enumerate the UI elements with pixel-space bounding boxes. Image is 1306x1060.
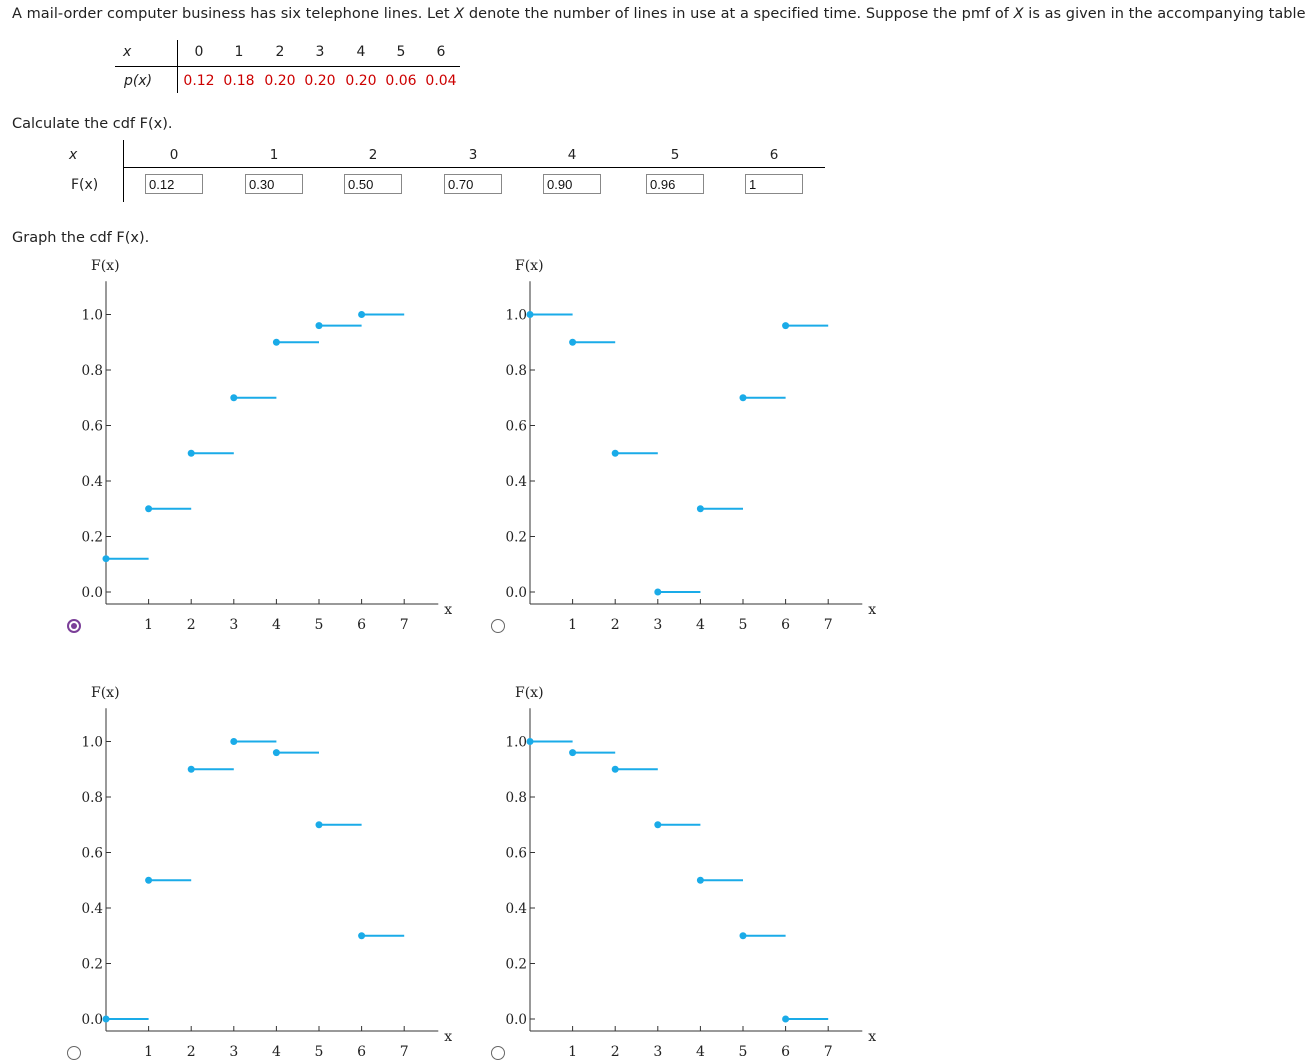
- y-tick-label: 0.4: [81, 474, 103, 490]
- x-tick-label: 2: [610, 617, 620, 633]
- cdf-answer-field[interactable]: 0.12: [145, 174, 203, 194]
- x-tick-label: 3: [653, 617, 663, 633]
- cdf-answer-field[interactable]: 0.96: [646, 174, 704, 194]
- intro-var-x: X: [1013, 6, 1024, 22]
- pmf-x-value: 4: [356, 44, 366, 60]
- x-tick-label: 7: [823, 617, 833, 633]
- problem-statement: [12, 6, 1306, 22]
- x-axis-label: x: [868, 1029, 877, 1045]
- y-tick-label: 0.0: [505, 585, 527, 601]
- cdf-step-point: [612, 450, 619, 457]
- x-tick-label: 4: [695, 1044, 705, 1060]
- cdf-step-point: [782, 322, 789, 329]
- y-tick-label: 0.4: [505, 474, 527, 490]
- cdf-step-point: [527, 311, 534, 318]
- y-tick-label: 0.0: [505, 1012, 527, 1028]
- cdf-step-point: [612, 766, 619, 773]
- cdf-step-point: [230, 738, 237, 745]
- x-axis-label: x: [444, 602, 453, 618]
- y-tick-label: 0.4: [505, 901, 527, 917]
- x-tick-label: 7: [399, 617, 409, 633]
- x-tick-label: 6: [781, 617, 791, 633]
- y-axis-label: F(x): [515, 258, 544, 274]
- pmf-x-value: 1: [234, 44, 244, 60]
- y-tick-label: 0.4: [81, 901, 103, 917]
- y-axis-label: F(x): [91, 685, 120, 701]
- x-tick-label: 1: [144, 617, 154, 633]
- pmf-p-value: 0.12: [183, 73, 215, 89]
- cdf-answer-field[interactable]: 0.50: [344, 174, 402, 194]
- cdf-step-point: [273, 339, 280, 346]
- y-tick-label: 0.8: [81, 790, 103, 806]
- cdf-step-point: [654, 821, 661, 828]
- x-tick-label: 3: [229, 1044, 239, 1060]
- pmf-p-label-text: p(x): [124, 73, 153, 89]
- cdf-f-label: F(x): [71, 177, 99, 193]
- cdf-prompt: Calculate the cdf F(x).: [12, 116, 173, 132]
- graph-option-radio-1[interactable]: [67, 619, 81, 633]
- cdf-step-point: [697, 877, 704, 884]
- cdf-x-value: 1: [269, 147, 279, 163]
- y-tick-label: 0.0: [81, 585, 103, 601]
- y-axis-label: F(x): [91, 258, 120, 274]
- cdf-x-value: 0: [169, 147, 179, 163]
- x-tick-label: 3: [229, 617, 239, 633]
- y-tick-label: 0.0: [81, 1012, 103, 1028]
- y-tick-label: 0.6: [81, 845, 103, 862]
- x-tick-label: 4: [271, 617, 281, 633]
- y-tick-label: 0.6: [505, 418, 527, 435]
- cdf-step-point: [103, 1016, 110, 1023]
- cdf-x-value: 5: [670, 147, 680, 163]
- y-axis-label: F(x): [515, 685, 544, 701]
- cdf-step-point: [103, 555, 110, 562]
- cdf-step-point: [697, 505, 704, 512]
- y-tick-label: 0.2: [505, 529, 527, 546]
- y-tick-label: 1.0: [81, 734, 103, 751]
- x-tick-label: 4: [695, 617, 705, 633]
- x-tick-label: 5: [314, 1044, 324, 1060]
- pmf-p-value: 0.06: [385, 73, 417, 89]
- x-tick-label: 5: [314, 617, 324, 633]
- cdf-step-point: [145, 877, 152, 884]
- x-tick-label: 2: [186, 1044, 196, 1060]
- x-tick-label: 7: [823, 1044, 833, 1060]
- y-tick-label: 0.2: [81, 956, 103, 973]
- graph-option-radio-3[interactable]: [67, 1046, 81, 1060]
- cdf-step-point: [358, 311, 365, 318]
- cdf-x-value: 3: [468, 147, 478, 163]
- pmf-x-label: x: [123, 44, 132, 60]
- cdf-step-point: [740, 932, 747, 939]
- cdf-step-point: [654, 589, 661, 596]
- cdf-step-point: [145, 505, 152, 512]
- y-tick-label: 0.2: [505, 956, 527, 973]
- cdf-divider-horizontal: [123, 167, 825, 168]
- graph-option-radio-4[interactable]: [491, 1046, 505, 1060]
- pmf-x-value: 3: [315, 44, 325, 60]
- cdf-step-point: [569, 749, 576, 756]
- cdf-step-point: [782, 1016, 789, 1023]
- cdf-divider-vertical: [123, 140, 124, 202]
- cdf-x-value: 2: [368, 147, 378, 163]
- y-tick-label: 0.2: [81, 529, 103, 546]
- intro-text-3: is as given in the accompanying table: [1023, 6, 1306, 22]
- x-tick-label: 1: [568, 617, 578, 633]
- x-tick-label: 1: [144, 1044, 154, 1060]
- cdf-step-point: [316, 322, 323, 329]
- y-tick-label: 0.6: [505, 845, 527, 862]
- cdf-step-point: [740, 394, 747, 401]
- cdf-x-label: x: [69, 147, 78, 163]
- cdf-step-point: [188, 766, 195, 773]
- x-tick-label: 3: [653, 1044, 663, 1060]
- y-tick-label: 1.0: [505, 307, 527, 324]
- intro-var-x: X: [454, 6, 465, 22]
- cdf-x-value: 4: [567, 147, 577, 163]
- x-tick-label: 6: [781, 1044, 791, 1060]
- y-tick-label: 0.6: [81, 418, 103, 435]
- x-tick-label: 5: [738, 1044, 748, 1060]
- x-tick-label: 1: [568, 1044, 578, 1060]
- pmf-p-value: 0.20: [345, 73, 377, 89]
- pmf-p-value: 0.18: [223, 73, 255, 89]
- x-axis-label: x: [444, 1029, 453, 1045]
- pmf-p-value: 0.20: [304, 73, 336, 89]
- pmf-x-value: 5: [396, 44, 406, 60]
- cdf-step-point: [273, 749, 280, 756]
- graph-option-radio-2[interactable]: [491, 619, 505, 633]
- y-tick-label: 0.8: [81, 363, 103, 379]
- cdf-step-point: [316, 821, 323, 828]
- y-tick-label: 0.8: [505, 790, 527, 806]
- cdf-step-point: [527, 738, 534, 745]
- pmf-p-label: [124, 73, 152, 89]
- pmf-x-value: 6: [436, 44, 446, 60]
- x-tick-label: 6: [357, 617, 367, 633]
- cdf-step-point: [188, 450, 195, 457]
- cdf-step-point: [569, 339, 576, 346]
- graph-prompt: Graph the cdf F(x).: [12, 230, 150, 246]
- x-tick-label: 2: [610, 1044, 620, 1060]
- pmf-p-value: 0.20: [264, 73, 296, 89]
- pmf-divider-horizontal: [115, 66, 460, 67]
- y-tick-label: 1.0: [81, 307, 103, 324]
- intro-text-2: denote the number of lines in use at a specified time. Suppose the pmf of: [464, 6, 1014, 22]
- pmf-x-value: 2: [275, 44, 285, 60]
- x-tick-label: 5: [738, 617, 748, 633]
- cdf-answer-field[interactable]: 0.30: [245, 174, 303, 194]
- pmf-x-value: 0: [194, 44, 204, 60]
- intro-text-1: A mail-order computer business has six telephone lines. Let: [12, 6, 455, 22]
- pmf-p-value: 0.04: [425, 73, 457, 89]
- y-tick-label: 1.0: [505, 734, 527, 751]
- cdf-answer-field[interactable]: 1: [745, 174, 803, 194]
- cdf-x-value: 6: [769, 147, 779, 163]
- cdf-answer-field[interactable]: 0.90: [543, 174, 601, 194]
- cdf-step-point: [358, 932, 365, 939]
- cdf-answer-field[interactable]: 0.70: [444, 174, 502, 194]
- x-tick-label: 6: [357, 1044, 367, 1060]
- cdf-step-point: [230, 394, 237, 401]
- x-tick-label: 2: [186, 617, 196, 633]
- x-tick-label: 4: [271, 1044, 281, 1060]
- y-tick-label: 0.8: [505, 363, 527, 379]
- x-axis-label: x: [868, 602, 877, 618]
- x-tick-label: 7: [399, 1044, 409, 1060]
